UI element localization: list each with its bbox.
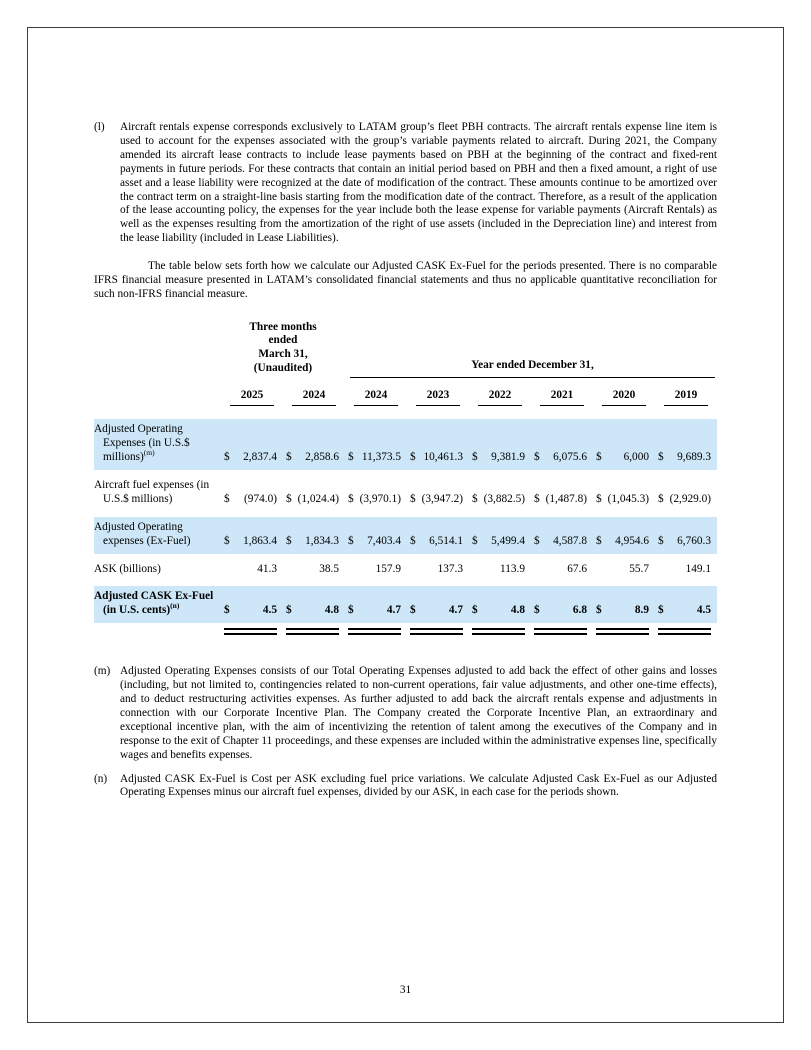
cell-value: 7,403.4 (367, 534, 401, 547)
cell-value: 11,373.5 (361, 450, 401, 463)
cask-table (94, 321, 717, 635)
double-rule (469, 628, 531, 635)
double-rule (655, 628, 717, 635)
cell-value: 4.8 (510, 604, 525, 617)
group-header-line: (Unaudited) (253, 361, 313, 374)
year-label: 2025 (230, 389, 274, 406)
value-cell (407, 535, 469, 549)
year-label: 2024 (292, 389, 336, 406)
page-content (94, 0, 717, 800)
currency-symbol: $ (658, 450, 664, 463)
currency-symbol: $ (658, 604, 664, 617)
group-header-year-ended: Year ended December 31, (350, 359, 715, 378)
currency-symbol: $ (472, 604, 478, 617)
years-spacer (94, 389, 221, 406)
table-row (94, 586, 717, 623)
currency-symbol: $ (410, 604, 416, 617)
currency-symbol: $ (224, 492, 230, 505)
cell-value: 2,837.4 (243, 450, 277, 463)
cell-value: 137.3 (437, 562, 463, 575)
currency-symbol: $ (596, 492, 602, 505)
year-label: 2020 (602, 389, 646, 406)
year-column-header (407, 389, 469, 406)
value-cell (655, 451, 717, 465)
footnote-n-label: (n) (94, 772, 108, 785)
year-column-header (345, 389, 407, 406)
footnote-ref: (m) (143, 448, 155, 458)
currency-symbol: $ (286, 450, 292, 463)
cell-value: 4.5 (696, 604, 711, 617)
currency-symbol: $ (658, 534, 664, 547)
value-cell (655, 563, 717, 577)
currency-symbol: $ (348, 450, 354, 463)
value-cell (531, 604, 593, 618)
currency-symbol: $ (534, 534, 540, 547)
value-cell (593, 535, 655, 549)
cell-value: (3,970.1) (359, 492, 401, 505)
value-cell (221, 493, 283, 507)
value-cell (221, 563, 283, 577)
year-column-header (531, 389, 593, 406)
double-rule (593, 628, 655, 635)
cell-value: (1,487.8) (545, 492, 587, 505)
value-cell (283, 604, 345, 618)
table-row (94, 475, 717, 512)
footnote-n-text: Adjusted CASK Ex-Fuel is Cost per ASK excluding fuel price variations. We calculate Adjusted Cask Ex-Fuel as our Adjusted Operating Expenses minus our aircraft fuel expenses, divided by our ASK, in each case for the periods shown. (120, 772, 717, 799)
group-header-line: March 31, (258, 348, 308, 361)
note-l-label: (l) (94, 121, 105, 133)
year-column-header (283, 389, 345, 406)
cell-value: 6,514.1 (429, 534, 463, 547)
currency-symbol: $ (472, 534, 478, 547)
cell-value: 9,689.3 (677, 450, 711, 463)
value-cell (283, 451, 345, 465)
cell-value: 67.6 (567, 562, 587, 575)
footnote-n (94, 773, 717, 801)
year-column-header (593, 389, 655, 406)
value-cell (593, 493, 655, 507)
value-cell (531, 563, 593, 577)
table-years-row (94, 389, 717, 406)
cell-value: (1,045.3) (607, 492, 649, 505)
value-cell (345, 451, 407, 465)
value-cell (407, 451, 469, 465)
cell-value: 4,954.6 (615, 534, 649, 547)
year-label: 2024 (354, 389, 398, 406)
currency-symbol: $ (472, 450, 478, 463)
value-cell (469, 451, 531, 465)
currency-symbol: $ (348, 534, 354, 547)
currency-symbol: $ (534, 450, 540, 463)
paragraph-intro: The table below sets forth how we calculate our Adjusted CASK Ex-Fuel for the periods presented. There is no comparable IFRS financial measure presented in LATAM’s consolidated financial statements and thus no applicable quantitative reconciliation for such non-IFRS financial measure. (94, 260, 717, 300)
currency-symbol: $ (348, 492, 354, 505)
cell-value: (1,024.4) (297, 492, 339, 505)
value-cell (345, 604, 407, 618)
cell-value: (3,882.5) (483, 492, 525, 505)
cell-value: 4.8 (324, 604, 339, 617)
value-cell (345, 563, 407, 577)
group-header-line: ended (268, 334, 298, 347)
currency-symbol: $ (534, 492, 540, 505)
value-cell (531, 493, 593, 507)
cell-value: 6.8 (572, 604, 587, 617)
value-cell (531, 451, 593, 465)
currency-symbol: $ (348, 604, 354, 617)
value-cell (221, 604, 283, 618)
value-cell (283, 563, 345, 577)
value-cell (221, 451, 283, 465)
currency-symbol: $ (596, 450, 602, 463)
footnotes (94, 665, 717, 800)
value-cell (593, 604, 655, 618)
value-cell (283, 535, 345, 549)
footnote-ref: (n) (170, 601, 180, 611)
cell-value: 2,858.6 (305, 450, 339, 463)
cell-value: (3,947.2) (421, 492, 463, 505)
rule-spacer (94, 628, 221, 635)
currency-symbol: $ (224, 450, 230, 463)
footnote-m-label: (m) (94, 665, 111, 678)
currency-symbol: $ (286, 534, 292, 547)
page-number: 31 (399, 984, 412, 997)
year-label: 2022 (478, 389, 522, 406)
double-rule-row (94, 625, 717, 635)
double-rule (531, 628, 593, 635)
value-cell (407, 493, 469, 507)
group-header-line: Three months (249, 320, 317, 333)
currency-symbol: $ (410, 450, 416, 463)
cell-value: 157.9 (375, 562, 401, 575)
cell-value: 6,075.6 (553, 450, 587, 463)
cell-value: 4,587.8 (553, 534, 587, 547)
currency-symbol: $ (534, 604, 540, 617)
value-cell (469, 535, 531, 549)
cell-value: 5,499.4 (491, 534, 525, 547)
paragraph-note-l (94, 121, 717, 246)
currency-symbol: $ (410, 492, 416, 505)
currency-symbol: $ (410, 534, 416, 547)
cell-value: 38.5 (319, 562, 339, 575)
value-cell (407, 604, 469, 618)
row-label: Adjusted CASK Ex-Fuel (in U.S. cents)$^{(n)}$ (94, 590, 214, 617)
cell-value: 55.7 (629, 562, 649, 575)
currency-symbol: $ (472, 492, 478, 505)
value-cell (345, 493, 407, 507)
cell-value: 4.7 (448, 604, 463, 617)
currency-symbol: $ (596, 534, 602, 547)
value-cell (407, 563, 469, 577)
value-cell (221, 535, 283, 549)
footnote-m-text: Adjusted Operating Expenses consists of our Total Operating Expenses adjusted to add back the effect of other gains and losses (including, but not limited to, contingencies related to non-current operations, fair value adjustments, and other one-time effects), and to deduct restructuring activities expenses. As further adjusted to add back the aircraft rentals expense and adjustments in connection with our Corporate Incentive Plan. The Company created the Corporate Incentive Plan, an extraordinary and exceptional incentive plan, with the aim of incentivizing the retention of talent among the executives of the Company and in response to the exit of Chapter 11 proceedings, and these expenses are included within the administrative expenses line, specifically wages and benefits expenses. (120, 665, 717, 761)
year-label: 2019 (664, 389, 708, 406)
double-rule (221, 628, 283, 635)
year-label: 2021 (540, 389, 584, 406)
value-cell (345, 535, 407, 549)
cell-value: 113.9 (500, 562, 525, 575)
table-body (94, 419, 717, 635)
value-cell (469, 493, 531, 507)
cell-value: 1,863.4 (243, 534, 277, 547)
cell-value: 1,834.3 (305, 534, 339, 547)
currency-symbol: $ (224, 604, 230, 617)
value-cell (283, 493, 345, 507)
double-rule (345, 628, 407, 635)
double-rule (283, 628, 345, 635)
currency-symbol: $ (286, 604, 292, 617)
row-label: Aircraft fuel expenses (in U.S.$ millions) (94, 478, 210, 505)
row-label: Adjusted Operating expenses (Ex-Fuel) (94, 520, 191, 547)
cell-value: 8.9 (634, 604, 649, 617)
double-rule (407, 628, 469, 635)
row-label: Adjusted Operating Expenses (in U.S.$ millions)$^{(m)}$ (94, 423, 190, 463)
cell-value: 6,760.3 (677, 534, 711, 547)
currency-symbol: $ (658, 492, 664, 505)
table-row (94, 419, 717, 470)
value-cell (531, 535, 593, 549)
year-column-header (655, 389, 717, 406)
table-header (94, 321, 717, 378)
value-cell (469, 604, 531, 618)
currency-symbol: $ (286, 492, 292, 505)
value-cell (655, 535, 717, 549)
cell-value: 10,461.3 (423, 450, 463, 463)
value-cell (655, 604, 717, 618)
cell-value: 6,000 (623, 450, 649, 463)
currency-symbol: $ (596, 604, 602, 617)
table-row (94, 559, 717, 582)
cell-value: 4.5 (262, 604, 277, 617)
cell-value: (974.0) (244, 492, 277, 505)
note-l-text: Aircraft rentals expense corresponds exclusively to LATAM group’s fleet PBH contracts. The aircraft rentals expense line item is used to account for the expenses associated with the group’s variable payments related to aircraft. During 2021, the Company amended its aircraft lease contracts to include lease payments based on PBH at the beginning of the contract and fixed-rent payments in future periods. For these contracts that contain an initial period based on PBH and then a fixed amount, a right of use asset and a lease liability were recognized at the date of modification of the contract. These amounts continue to be amortized over the contract term on a straight-line basis starting from the modification date of the contract. Therefore, as a result of the application of the lease accounting policy, the expenses for the year include both the lease expense for variable payments (Aircraft Rentals) as well as the expenses resulting from the amortization of the right of use assets (included in the Depreciation line) and interest from the lease liability (included in Lease Liabilities). (120, 121, 717, 245)
year-column-header (221, 389, 283, 406)
cell-value: 41.3 (257, 562, 277, 575)
table-row (94, 517, 717, 554)
cell-value: 9,381.9 (491, 450, 525, 463)
value-cell (593, 563, 655, 577)
year-label: 2023 (416, 389, 460, 406)
value-cell (469, 563, 531, 577)
value-cell (593, 451, 655, 465)
currency-symbol: $ (224, 534, 230, 547)
cell-value: (2,929.0) (669, 492, 711, 505)
value-cell (655, 493, 717, 507)
row-label: ASK (billions) (94, 562, 161, 575)
year-column-header (469, 389, 531, 406)
footnote-m (94, 665, 717, 762)
cell-value: 149.1 (685, 562, 711, 575)
group-header-three-months (225, 321, 341, 378)
cell-value: 4.7 (386, 604, 401, 617)
